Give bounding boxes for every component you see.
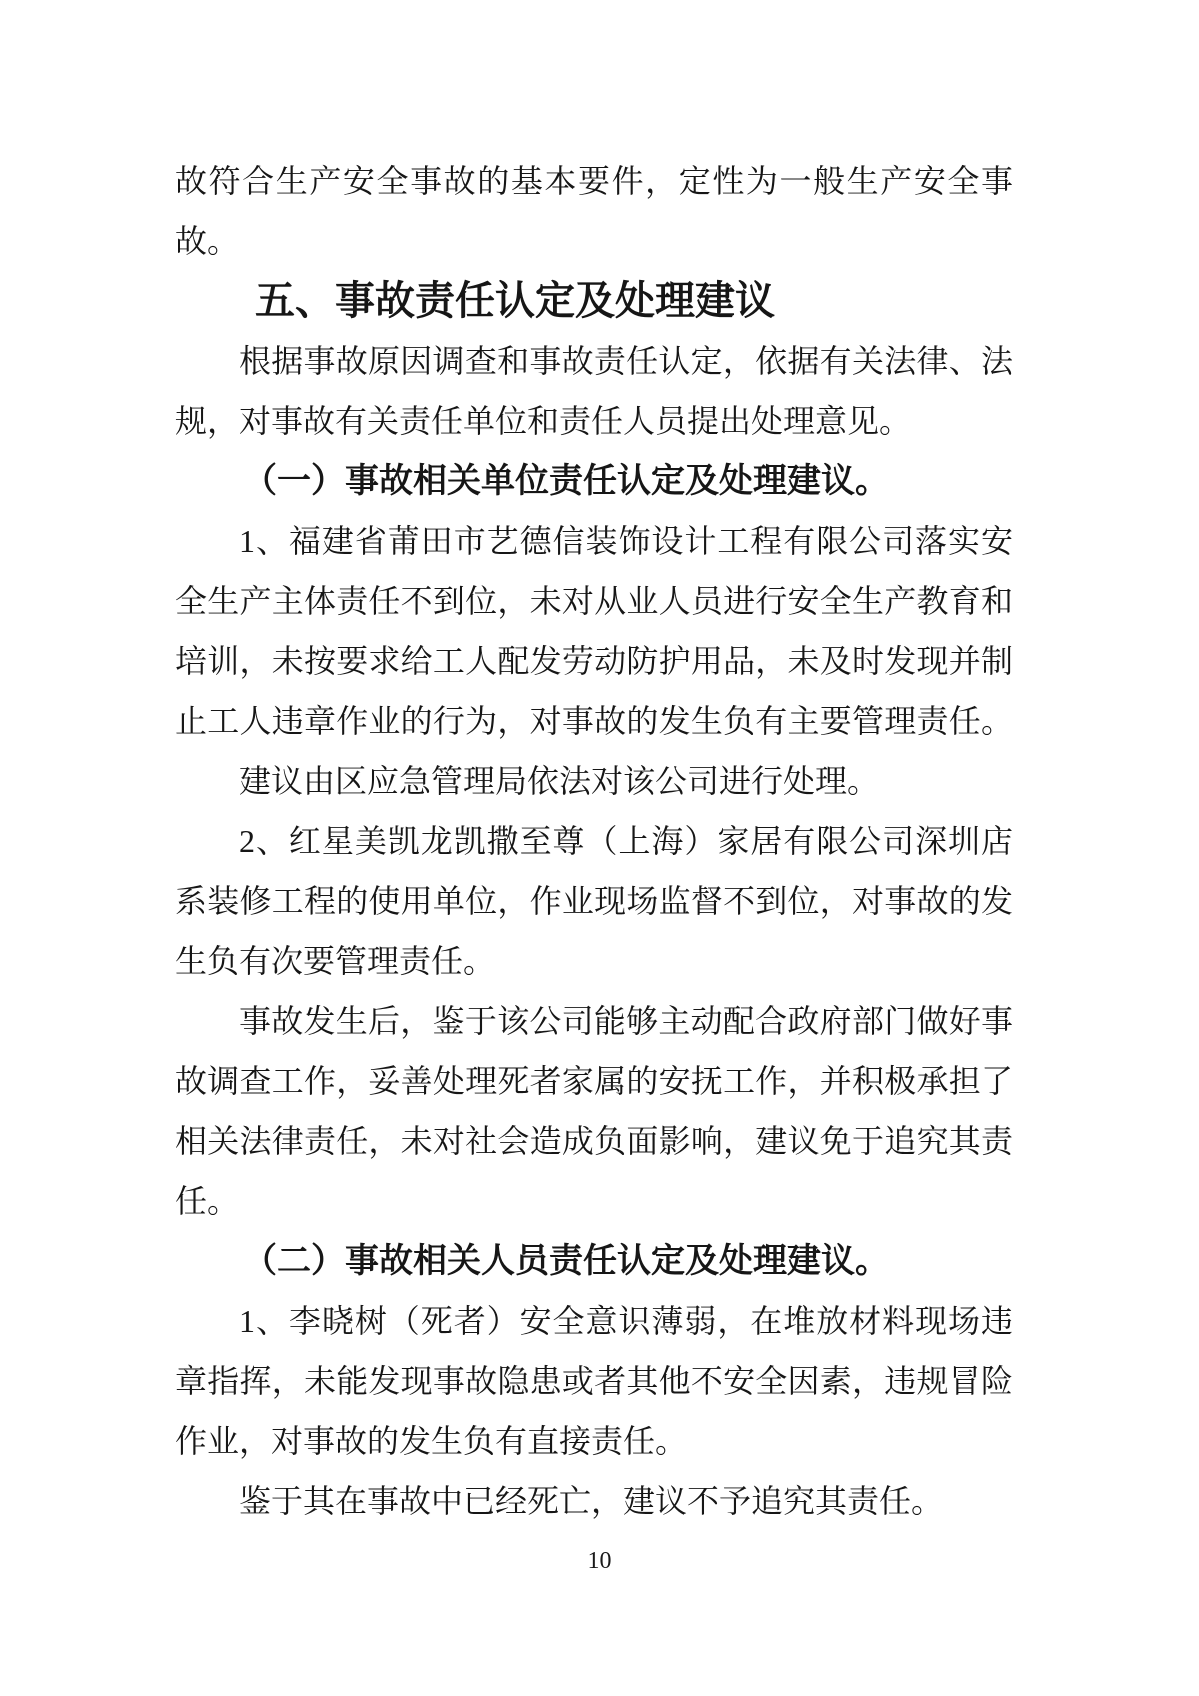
- section-heading-5: 五、事故责任认定及处理建议: [255, 279, 775, 323]
- body-line: 全生产主体责任不到位，未对从业人员进行安全生产教育和: [175, 583, 1013, 619]
- body-line: 2、红星美凯龙凯撒至尊（上海）家居有限公司深圳店: [239, 823, 1013, 859]
- body-line: 故符合生产安全事故的基本要件，定性为一般生产安全事: [175, 163, 1013, 199]
- body-line: 1、李晓树（死者）安全意识薄弱，在堆放材料现场违: [239, 1303, 1013, 1339]
- page-number: 10: [587, 1548, 612, 1574]
- body-line: 鉴于其在事故中已经死亡，建议不予追究其责任。: [239, 1483, 944, 1519]
- document-body: [175, 151, 1013, 1531]
- body-line: 生负有次要管理责任。: [175, 943, 496, 979]
- body-line: 建议由区应急管理局依法对该公司进行处理。: [239, 763, 880, 799]
- body-line: 作业，对事故的发生负有直接责任。: [175, 1423, 688, 1459]
- body-line: 事故发生后，鉴于该公司能够主动配合政府部门做好事: [239, 1003, 1013, 1039]
- subsection-heading-2: （二）事故相关人员责任认定及处理建议。: [243, 1242, 889, 1280]
- body-line: 系装修工程的使用单位，作业现场监督不到位，对事故的发: [175, 883, 1013, 919]
- body-line: 规，对事故有关责任单位和责任人员提出处理意见。: [175, 403, 912, 439]
- body-line: 止工人违章作业的行为，对事故的发生负有主要管理责任。: [175, 703, 1013, 739]
- body-line: 1、福建省莆田市艺德信装饰设计工程有限公司落实安: [239, 523, 1013, 559]
- body-line: 任。: [175, 1183, 240, 1219]
- body-line: 相关法律责任，未对社会造成负面影响，建议免于追究其责: [175, 1123, 1013, 1159]
- body-line: 根据事故原因调查和事故责任认定，依据有关法律、法: [239, 343, 1013, 379]
- body-line: 章指挥，未能发现事故隐患或者其他不安全因素，违规冒险: [175, 1363, 1013, 1399]
- body-line: 培训，未按要求给工人配发劳动防护用品，未及时发现并制: [175, 643, 1013, 679]
- body-line: 故调查工作，妥善处理死者家属的安抚工作，并积极承担了: [175, 1063, 1013, 1099]
- body-line: 故。: [175, 223, 240, 259]
- subsection-heading-1: （一）事故相关单位责任认定及处理建议。: [243, 462, 889, 500]
